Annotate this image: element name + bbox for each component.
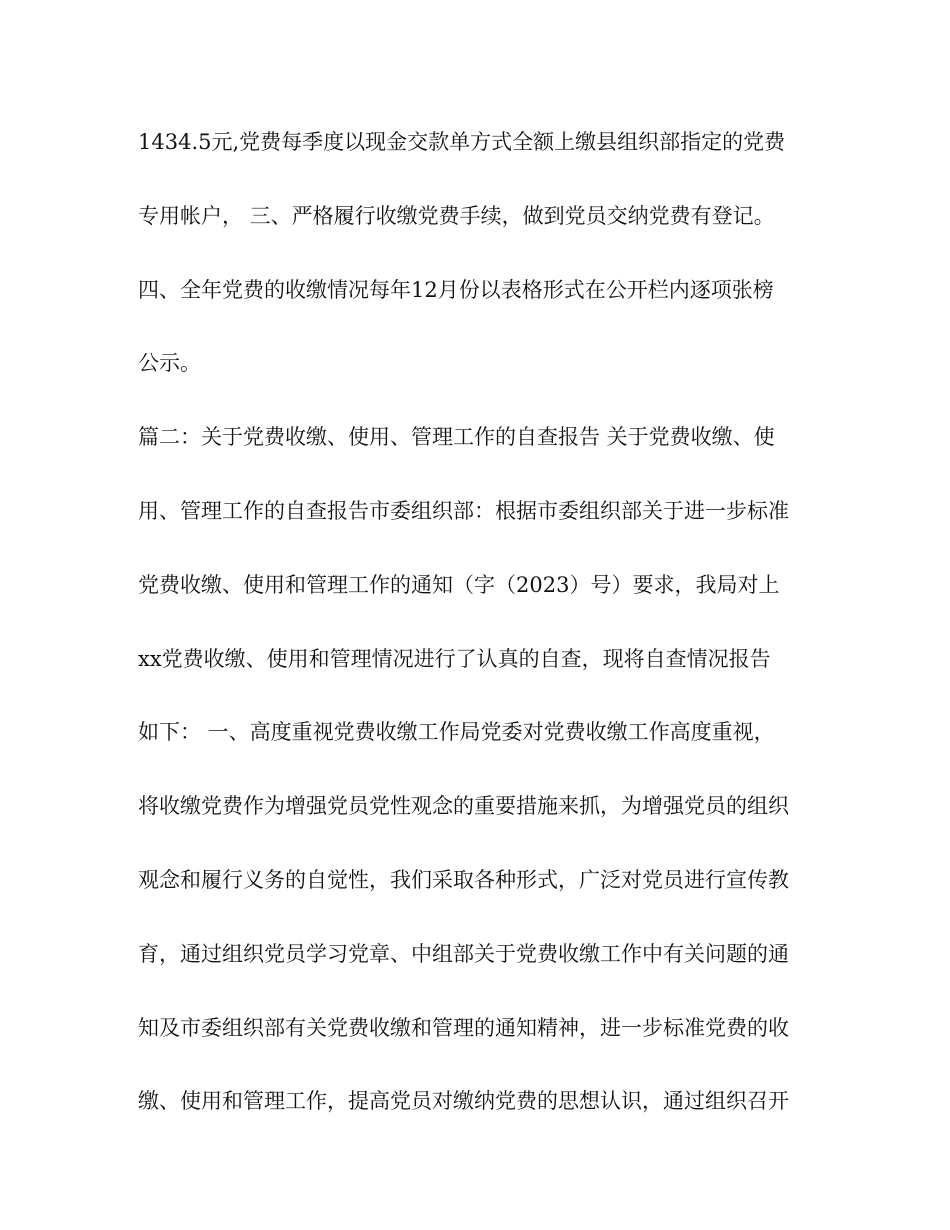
text-line: 缴、使用和管理工作，提高党员对缴纳党费的思想认识，通过组织召开: [138, 1089, 789, 1114]
text-line: 四、全年党费的收缴情况每年12月份以表格形式在公开栏内逐项张榜: [138, 277, 774, 302]
text-line: 公示。: [138, 351, 201, 376]
text-line: 育，通过组织党员学习党章、中组部关于党费收缴工作中有关问题的通: [138, 941, 789, 966]
text-line: 党费收缴、使用和管理工作的通知（字（2023）号）要求，我局对上: [138, 572, 780, 597]
text-line: 知及市委组织部有关党费收缴和管理的通知精神，进一步标准党费的收: [138, 1015, 789, 1040]
section-heading-line: 篇二：关于党费收缴、使用、管理工作的自查报告 关于党费收缴、使: [138, 425, 775, 450]
text-line: 将收缴党费作为增强党员党性观念的重要措施来抓，为增强党员的组织: [138, 794, 789, 819]
text-line: xx党费收缴、使用和管理情况进行了认真的自查，现将自查情况报告: [138, 646, 771, 671]
text-line: 专用帐户， 三、严格履行收缴党费手续，做到党员交纳党费有登记。: [138, 203, 775, 228]
text-line: 1434.5元,党费每季度以现金交款单方式全额上缴县组织部指定的党费: [138, 130, 786, 154]
text-line: 用、管理工作的自查报告市委组织部：根据市委组织部关于进一步标准: [138, 498, 789, 523]
document-body: [138, 121, 828, 1154]
text-line: 如下： 一、高度重视党费收缴工作局党委对党费收缴工作高度重视，: [138, 720, 775, 745]
text-line: 观念和履行义务的自觉性，我们采取各种形式，广泛对党员进行宣传教: [138, 867, 789, 892]
